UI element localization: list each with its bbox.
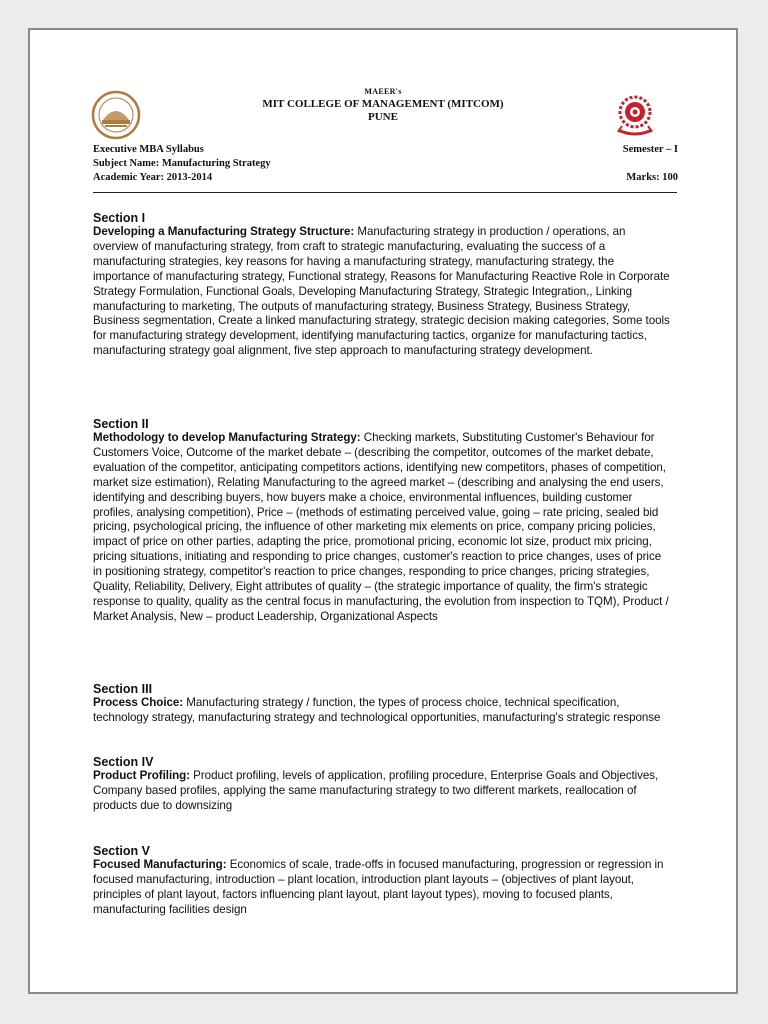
section-title: Methodology to develop Manufacturing Strategy: bbox=[93, 431, 361, 444]
header-divider bbox=[93, 192, 677, 193]
section-heading: Section I bbox=[93, 211, 146, 225]
meta-row-subject bbox=[93, 158, 678, 169]
program-name: Executive MBA Syllabus bbox=[93, 144, 204, 155]
section-body: Economics of scale, trade-offs in focused manufacturing, progression or regression in focused manufacturing, introduction – plant location, introduction plant layouts – (objectives of plant layout, principles of plant layout, factors influencing plant layout, plant layout types), moving to focused plants, manufacturing facilities design bbox=[93, 858, 664, 916]
subject-name: Subject Name: Manufacturing Strategy bbox=[93, 158, 271, 169]
section-heading: Section III bbox=[93, 682, 153, 696]
marks-label: Marks: 100 bbox=[626, 172, 678, 183]
section-text bbox=[93, 696, 673, 726]
section-text bbox=[93, 431, 673, 625]
section-body: Manufacturing strategy / function, the types of process choice, technical specification, technology strategy, manufacturing strategy and technological opportunities, manufacturing's strategic response bbox=[93, 696, 661, 724]
section-2 bbox=[93, 417, 673, 625]
section-title: Process Choice: bbox=[93, 696, 184, 709]
section-heading: Section II bbox=[93, 417, 149, 431]
section-heading: Section V bbox=[93, 844, 150, 858]
college-city: PUNE bbox=[368, 111, 398, 123]
section-text bbox=[93, 769, 673, 814]
academic-year: Academic Year: 2013-2014 bbox=[93, 172, 213, 183]
meta-row-year bbox=[93, 172, 678, 183]
section-heading: Section IV bbox=[93, 755, 154, 769]
mit-emblem-icon bbox=[610, 88, 660, 138]
section-1 bbox=[93, 211, 673, 359]
section-text bbox=[93, 225, 673, 359]
section-body: Product profiling, levels of application, profiling procedure, Enterprise Goals and Objectives, Company based profiles, applying the same manufacturing strategy to two different markets, reallocation of products due to downsizing bbox=[93, 769, 659, 812]
section-text bbox=[93, 858, 673, 918]
meta-row-program bbox=[93, 144, 678, 155]
college-name: MIT COLLEGE OF MANAGEMENT (MITCOM) bbox=[262, 98, 504, 110]
semester-label: Semester – I bbox=[622, 144, 678, 155]
section-5 bbox=[93, 844, 673, 918]
org-name: MAEER's bbox=[364, 87, 402, 96]
section-3 bbox=[93, 682, 673, 726]
section-title: Developing a Manufacturing Strategy Structure: bbox=[93, 225, 355, 238]
section-title: Product Profiling: bbox=[93, 769, 190, 782]
section-body: Manufacturing strategy in production / operations, an overview of manufacturing strategy, from craft to strategic manufacturing, evaluating the success of a manufacturing strategies, key reasons for having a manufacturing strategy, manufacturing strategy, the importance of manufacturing strategy, Functional strategy, Reasons for Manufacturing Reactive Role in Corporate Strategy Formulation, Functional Goals, Developing Manufacturing Strategy, Strategic Integration,, Linking manufacturing to marketing, The outputs of manufacturing strategy, Business Strategy, Business Strategy, Business segmentation, Create a linked manufacturing strategy, strategic decision making categories, Some tools for manufacturing strategy development, identifying manufacturing tactics, organize for manufacturing tactics, manufacturing strategy goal alignment, five step approach to manufacturing strategy development. bbox=[93, 225, 670, 358]
section-4 bbox=[93, 755, 673, 814]
document-page bbox=[28, 28, 738, 994]
section-title: Focused Manufacturing: bbox=[93, 858, 227, 871]
section-body: Checking markets, Substituting Customer's Behaviour for Customers Voice, Outcome of the market debate – (describing the competitor, outcomes of the market debate, evaluation of the competitor, anticipating competitors actions, identifying new competitors, phases of competition, market size estimation), Relating Manufacturing to the agreed market – (describing and analysing the end users, identifying and describing buyers, how buyers make a choice, environmental influences, building customer profiles, analysing competition), Price – (methods of estimating perceived value, going – rate pricing, sealed bid pricing, psychological pricing, the influence of other marketing mix elements on price, company pricing policies, impact of price on other parties, adapting the price, promotional pricing, economic lot size, product mix pricing, pricing situations, initiating and responding to price changes, customer's reaction to price changes, uses of price in positioning strategy, competitor's reaction to price changes, responding to price changes, pricing strategies, Quality, Reliability, Delivery, Eight attributes of quality – (the strategic importance of quality, the firm's strategic response to quality, quality as the central focus in manufacturing, the evolution from inspection to TQM), Product / Market Analysis, New – product Leadership, Organizational Aspects bbox=[93, 431, 669, 623]
